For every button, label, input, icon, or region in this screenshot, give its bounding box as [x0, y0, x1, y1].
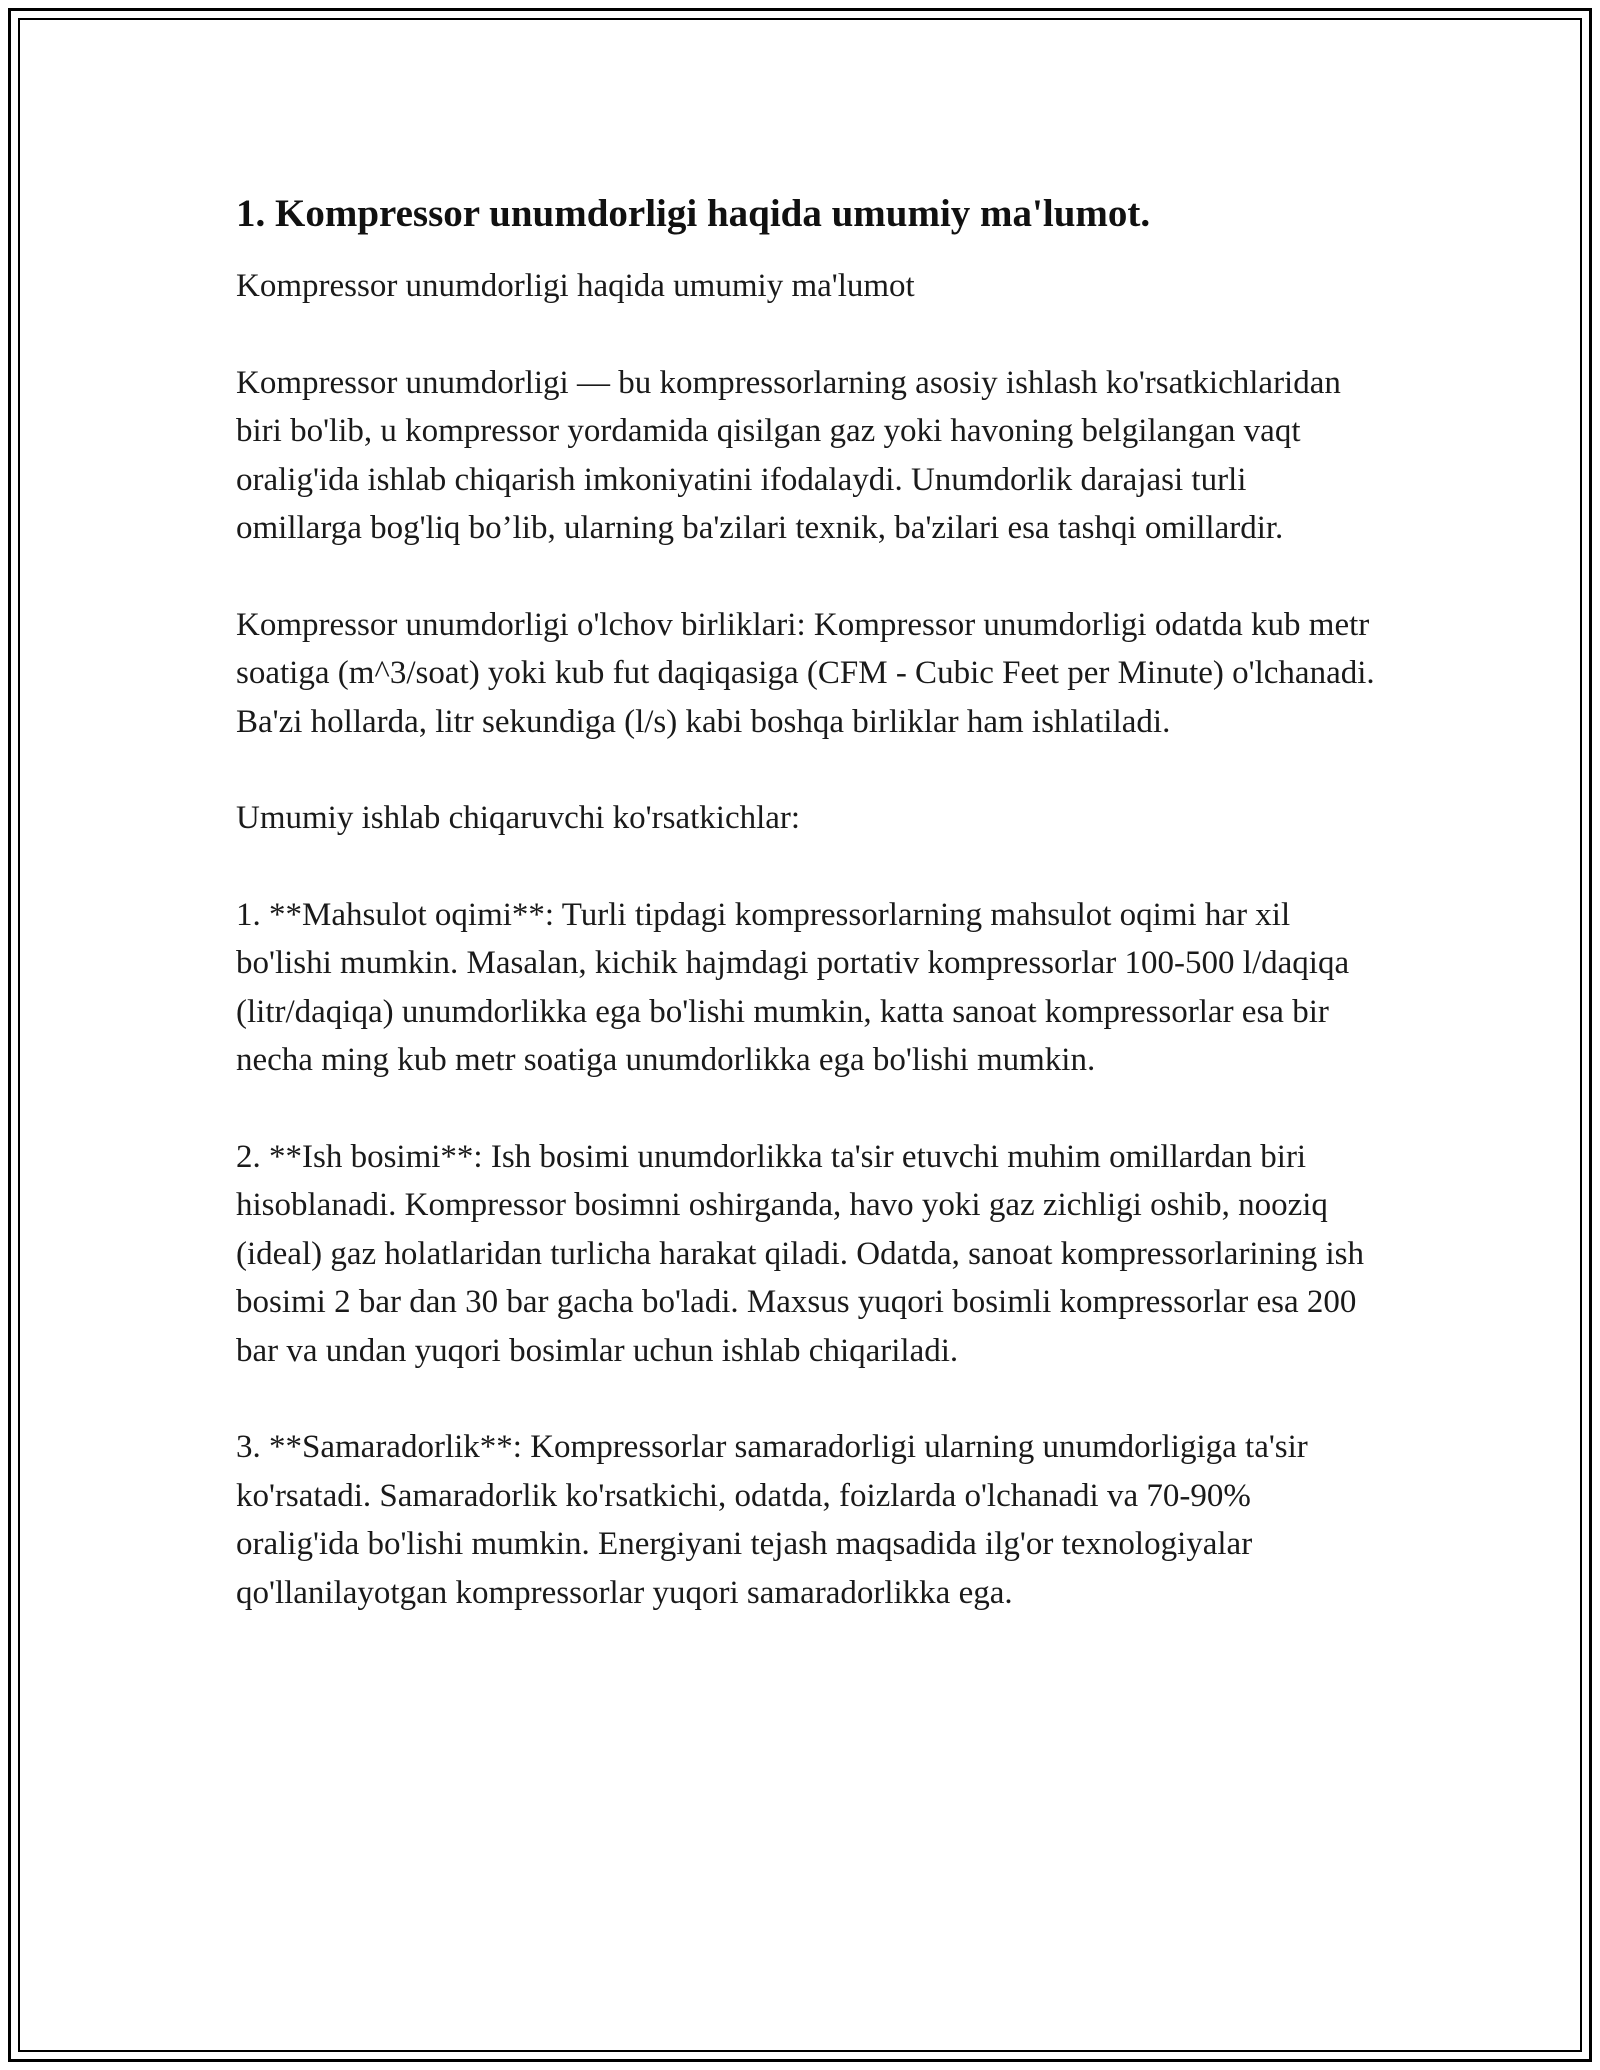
list-item-product-flow: 1. **Mahsulot oqimi**: Turli tipdagi kompressorlarning mahsulot oqimi har xil bo'lishi mumkin. Masalan, kichik hajmdagi portativ kompressorlar 100-500 l/daqiqa (litr/daqiqa) unumdorlikka ega bo'lishi mumkin, katta sanoat kompressorlar esa bir necha ming kub metr soatiga unumdorlikka ega bo'lishi mumkin.: [236, 896, 1350, 1078]
list-item-working-pressure: 2. **Ish bosimi**: Ish bosimi unumdorlikka ta'sir etuvchi muhim omillardan biri hisoblanadi. Kompressor bosimni oshirganda, havo yoki gaz zichligi oshib, nooziq (ideal) gaz holatlaridan turlicha harakat qiladi. Odatda, sanoat kompressorlarining ish bosimi 2 bar dan 30 bar gacha bo'ladi. Maxsus yuqori bosimli kompressorlar esa 200 bar va undan yuqori bosimlar uchun ishlab chiqariladi.: [236, 1138, 1365, 1369]
section-heading: 1. Kompressor unumdorligi haqida umumiy ma'lumot.: [236, 192, 1151, 235]
subtitle-paragraph: Kompressor unumdorligi haqida umumiy ma'lumot: [236, 268, 915, 304]
indicators-heading-paragraph: Umumiy ishlab chiqaruvchi ko'rsatkichlar:: [236, 800, 801, 836]
intro-paragraph: Kompressor unumdorligi — bu kompressorlarning asosiy ishlash ko'rsatkichlaridan biri bo'lib, u kompressor yordamida qisilgan gaz yoki havoning belgilangan vaqt oralig'ida ishlab chiqarish imkoniyatini ifodalaydi. Unumdorlik darajasi turli omillarga bog'liq bo’lib, ularning ba'zilari texnik, ba'zilari esa tashqi omillardir.: [236, 364, 1341, 546]
units-paragraph: Kompressor unumdorligi o'lchov birliklari: Kompressor unumdorligi odatda kub metr soatiga (m^3/soat) yoki kub fut daqiqasiga (CFM - Cubic Feet per Minute) o'lchanadi. Ba'zi hollarda, litr sekundiga (l/s) kabi boshqa birliklar ham ishlatiladi.: [236, 606, 1375, 740]
document-body: [236, 188, 1376, 1665]
list-item-efficiency: 3. **Samaradorlik**: Kompressorlar samaradorligi ularning unumdorligiga ta'sir ko'rsatadi. Samaradorlik ko'rsatkichi, odatda, foizlarda o'lchanadi va 70-90% oralig'ida bo'lishi mumkin. Energiyani tejash maqsadida ilg'or texnologiyalar qo'llanilayotgan kompressorlar yuqori samaradorlikka ega.: [236, 1429, 1308, 1611]
